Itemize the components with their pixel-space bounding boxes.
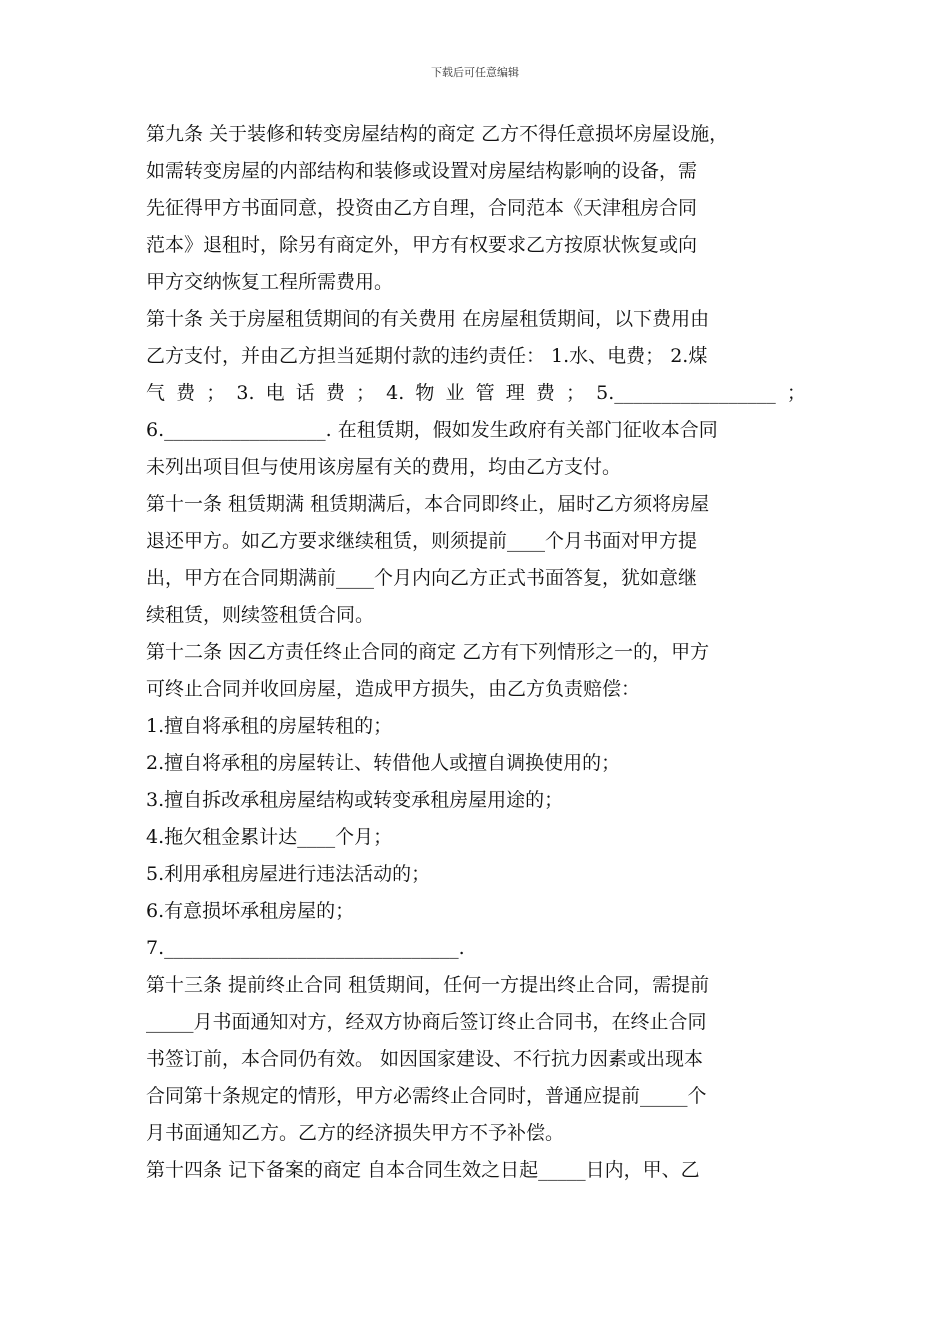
fee-token: 管 bbox=[475, 382, 495, 404]
text-line: 月书面通知乙方。乙方的经济损失甲方不予补偿。 bbox=[146, 1122, 565, 1144]
text-line: 1.擅自将承租的房屋转租的； bbox=[146, 715, 393, 737]
text-line: 合同第十条规定的情形，甲方必需终止合同时，普通应提前_____个 bbox=[146, 1085, 707, 1107]
text-line: _____月书面通知对方，经双方协商后签订终止合同书，在终止合同 bbox=[146, 1011, 707, 1033]
fee-token: 业 bbox=[445, 382, 465, 404]
contract-body bbox=[146, 116, 806, 1189]
fee-token: ； bbox=[786, 382, 806, 404]
fee-token: 3. bbox=[236, 382, 255, 404]
text-line: 甲方交纳恢复工程所需费用。 bbox=[146, 271, 394, 293]
text-line: 续租赁，则续签租赁合同。 bbox=[146, 604, 375, 626]
text-line: 3.擅自拆改承租房屋结构或转变承租房屋用途的； bbox=[146, 789, 564, 811]
fee-token: 电 bbox=[265, 382, 285, 404]
text-line: 乙方支付，并由乙方担当延期付款的违约责任： 1.水、电费； 2.煤 bbox=[146, 345, 708, 367]
text-line: 7._______________________________. bbox=[146, 937, 465, 959]
text-line: 5.利用承租房屋进行违法活动的； bbox=[146, 863, 431, 885]
fee-token: 4. bbox=[386, 382, 405, 404]
text-line: 第九条 关于装修和转变房屋结构的商定 乙方不得任意损坏房屋设施， bbox=[146, 123, 729, 145]
page-header: 下载后可任意编辑 bbox=[431, 66, 519, 79]
text-line: 2.擅自将承租的房屋转让、转借他人或擅自调换使用的； bbox=[146, 752, 621, 774]
text-line: 第十条 关于房屋租赁期间的有关费用 在房屋租赁期间，以下费用由 bbox=[146, 308, 710, 330]
fee-token: 理 bbox=[505, 382, 525, 404]
text-line: 书签订前，本合同仍有效。 如因国家建设、不行抗力因素或出现本 bbox=[146, 1048, 704, 1070]
fee-token: ； bbox=[356, 382, 376, 404]
text-line: 6.有意损坏承租房屋的； bbox=[146, 900, 355, 922]
text-line: 退还甲方。如乙方要求继续租赁，则须提前____个月书面对甲方提 bbox=[146, 530, 698, 552]
fee-token: 5._________________ bbox=[596, 382, 776, 404]
fee-token: 费 bbox=[176, 382, 196, 404]
text-line: 第十二条 因乙方责任终止合同的商定 乙方有下列情形之一的，甲方 bbox=[146, 641, 710, 663]
text-line: 可终止合同并收回房屋，造成甲方损失，由乙方负责赔偿： bbox=[146, 678, 641, 700]
text-line: 范本》退租时，除另有商定外，甲方有权要求乙方按原状恢复或向 bbox=[146, 234, 698, 256]
fee-token: 费 bbox=[535, 382, 555, 404]
text-line: 第十三条 提前终止合同 租赁期间，任何一方提出终止合同，需提前 bbox=[146, 974, 710, 996]
fee-token: 物 bbox=[415, 382, 435, 404]
text-line: 第十一条 租赁期满 租赁期满后，本合同即终止，届时乙方须将房屋 bbox=[146, 493, 710, 515]
text-line: 4.拖欠租金累计达____个月； bbox=[146, 826, 393, 848]
fee-token: ； bbox=[566, 382, 586, 404]
text-line: 如需转变房屋的内部结构和装修或设置对房屋结构影响的设备，需 bbox=[146, 160, 698, 182]
spaced-fee-line bbox=[146, 375, 806, 412]
text-line: 出，甲方在合同期满前____个月内向乙方正式书面答复，犹如意继 bbox=[146, 567, 698, 589]
text-line: 先征得甲方书面同意，投资由乙方自理，合同范本《天津租房合同 bbox=[146, 197, 698, 219]
fee-token: ； bbox=[206, 382, 226, 404]
text-line: 未列出项目但与使用该房屋有关的费用，均由乙方支付。 bbox=[146, 456, 622, 478]
fee-token: 话 bbox=[295, 382, 315, 404]
fee-token: 气 bbox=[146, 382, 166, 404]
text-line: 6._________________. 在租赁期，假如发生政府有关部门征收本合同 bbox=[146, 419, 718, 441]
fee-token: 费 bbox=[325, 382, 345, 404]
text-line: 第十四条 记下备案的商定 自本合同生效之日起_____日内，甲、乙 bbox=[146, 1159, 700, 1181]
